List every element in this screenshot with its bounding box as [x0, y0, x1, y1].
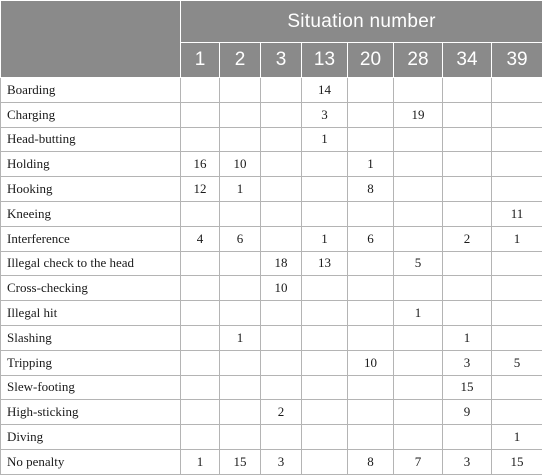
count-cell: 7	[394, 449, 443, 474]
count-cell	[220, 276, 261, 301]
count-cell	[348, 375, 394, 400]
header-group-row	[1, 1, 542, 43]
count-cell	[261, 102, 302, 127]
count-cell	[261, 301, 302, 326]
count-cell	[302, 350, 348, 375]
count-cell	[492, 325, 542, 350]
header-corner-cell	[1, 1, 181, 78]
count-cell	[302, 425, 348, 450]
count-cell	[492, 400, 542, 425]
penalty-label: No penalty	[1, 449, 181, 474]
count-cell: 18	[261, 251, 302, 276]
count-cell	[181, 375, 220, 400]
penalty-label: Holding	[1, 152, 181, 177]
situation-number-cell: 1	[181, 43, 220, 78]
count-cell	[181, 350, 220, 375]
count-cell: 3	[443, 449, 492, 474]
count-cell	[394, 152, 443, 177]
table-row	[1, 449, 542, 474]
count-cell	[492, 301, 542, 326]
count-cell	[492, 251, 542, 276]
table-row	[1, 127, 542, 152]
count-cell	[443, 177, 492, 202]
count-cell	[394, 177, 443, 202]
table-row	[1, 350, 542, 375]
count-cell: 2	[261, 400, 302, 425]
situation-number-cell: 39	[492, 43, 542, 78]
count-cell: 6	[348, 226, 394, 251]
count-cell: 1	[302, 226, 348, 251]
count-cell	[181, 400, 220, 425]
count-cell	[302, 449, 348, 474]
count-cell	[181, 78, 220, 103]
count-cell	[261, 152, 302, 177]
table-row	[1, 425, 542, 450]
count-cell	[348, 127, 394, 152]
count-cell	[302, 301, 348, 326]
penalty-label: Slew-footing	[1, 375, 181, 400]
count-cell	[302, 375, 348, 400]
situation-number-cell: 13	[302, 43, 348, 78]
count-cell	[220, 201, 261, 226]
count-cell	[492, 276, 542, 301]
count-cell: 10	[220, 152, 261, 177]
count-cell	[492, 127, 542, 152]
count-cell: 12	[181, 177, 220, 202]
count-cell: 1	[348, 152, 394, 177]
count-cell: 1	[394, 301, 443, 326]
count-cell	[181, 276, 220, 301]
count-cell	[394, 325, 443, 350]
count-cell	[261, 127, 302, 152]
count-cell	[394, 425, 443, 450]
count-cell	[181, 251, 220, 276]
count-cell	[261, 78, 302, 103]
count-cell	[181, 325, 220, 350]
count-cell	[220, 425, 261, 450]
count-cell: 2	[443, 226, 492, 251]
count-cell	[443, 301, 492, 326]
penalty-label: Tripping	[1, 350, 181, 375]
situation-number-header: Situation number	[181, 1, 542, 43]
count-cell	[443, 127, 492, 152]
count-cell	[443, 102, 492, 127]
count-cell	[181, 425, 220, 450]
count-cell: 4	[181, 226, 220, 251]
count-cell	[348, 276, 394, 301]
count-cell	[394, 400, 443, 425]
count-cell	[181, 201, 220, 226]
count-cell	[348, 78, 394, 103]
table-row	[1, 201, 542, 226]
count-cell	[348, 425, 394, 450]
count-cell	[492, 102, 542, 127]
count-cell: 1	[220, 325, 261, 350]
count-cell	[492, 152, 542, 177]
table-row	[1, 325, 542, 350]
count-cell: 1	[492, 226, 542, 251]
count-cell	[220, 78, 261, 103]
count-cell	[220, 350, 261, 375]
count-cell	[302, 276, 348, 301]
count-cell: 16	[181, 152, 220, 177]
count-cell	[261, 350, 302, 375]
count-cell	[181, 102, 220, 127]
count-cell	[492, 78, 542, 103]
count-cell: 3	[443, 350, 492, 375]
count-cell	[394, 78, 443, 103]
count-cell: 8	[348, 449, 394, 474]
count-cell	[261, 325, 302, 350]
count-cell	[261, 201, 302, 226]
count-cell	[181, 301, 220, 326]
count-cell: 3	[261, 449, 302, 474]
count-cell: 15	[220, 449, 261, 474]
table-row	[1, 177, 542, 202]
count-cell	[348, 102, 394, 127]
count-cell	[394, 375, 443, 400]
situation-number-cell: 20	[348, 43, 394, 78]
count-cell	[302, 177, 348, 202]
table-row	[1, 375, 542, 400]
count-cell	[261, 226, 302, 251]
count-cell: 1	[302, 127, 348, 152]
count-cell	[302, 400, 348, 425]
count-cell: 11	[492, 201, 542, 226]
count-cell: 10	[348, 350, 394, 375]
count-cell	[348, 400, 394, 425]
count-cell	[394, 127, 443, 152]
penalty-label: Interference	[1, 226, 181, 251]
count-cell	[492, 177, 542, 202]
table-body	[1, 78, 542, 475]
table-row	[1, 102, 542, 127]
count-cell: 1	[443, 325, 492, 350]
penalty-label: Kneeing	[1, 201, 181, 226]
count-cell: 5	[492, 350, 542, 375]
count-cell: 19	[394, 102, 443, 127]
count-cell	[394, 276, 443, 301]
count-cell	[492, 375, 542, 400]
table-row	[1, 226, 542, 251]
penalty-label: Illegal hit	[1, 301, 181, 326]
count-cell	[394, 226, 443, 251]
count-cell: 9	[443, 400, 492, 425]
count-cell: 14	[302, 78, 348, 103]
count-cell: 3	[302, 102, 348, 127]
penalty-label: Illegal check to the head	[1, 251, 181, 276]
count-cell	[181, 127, 220, 152]
count-cell	[443, 201, 492, 226]
count-cell	[443, 425, 492, 450]
penalty-label: Cross-checking	[1, 276, 181, 301]
count-cell: 15	[443, 375, 492, 400]
count-cell	[261, 375, 302, 400]
count-cell: 8	[348, 177, 394, 202]
count-cell	[443, 251, 492, 276]
penalty-label: Charging	[1, 102, 181, 127]
count-cell	[220, 102, 261, 127]
count-cell: 13	[302, 251, 348, 276]
count-cell: 1	[220, 177, 261, 202]
count-cell	[348, 251, 394, 276]
table-row	[1, 78, 542, 103]
penalty-label: High-sticking	[1, 400, 181, 425]
count-cell	[261, 425, 302, 450]
table-row	[1, 276, 542, 301]
count-cell	[220, 375, 261, 400]
penalty-label: Head-butting	[1, 127, 181, 152]
situation-number-cell: 28	[394, 43, 443, 78]
count-cell: 1	[181, 449, 220, 474]
penalty-label: Diving	[1, 425, 181, 450]
situation-number-cell: 2	[220, 43, 261, 78]
penalty-label: Hooking	[1, 177, 181, 202]
penalty-label: Boarding	[1, 78, 181, 103]
situation-number-cell: 3	[261, 43, 302, 78]
count-cell: 6	[220, 226, 261, 251]
count-cell	[261, 177, 302, 202]
table-row	[1, 400, 542, 425]
table-row	[1, 301, 542, 326]
situation-number-cell: 34	[443, 43, 492, 78]
penalty-label: Slashing	[1, 325, 181, 350]
table-row	[1, 152, 542, 177]
count-cell: 15	[492, 449, 542, 474]
count-cell: 10	[261, 276, 302, 301]
count-cell	[302, 325, 348, 350]
count-cell	[220, 251, 261, 276]
count-cell	[443, 276, 492, 301]
count-cell	[443, 152, 492, 177]
count-cell	[394, 201, 443, 226]
count-cell	[302, 152, 348, 177]
count-cell: 1	[492, 425, 542, 450]
count-cell	[348, 325, 394, 350]
count-cell	[348, 301, 394, 326]
count-cell	[348, 201, 394, 226]
count-cell	[302, 201, 348, 226]
count-cell	[220, 127, 261, 152]
count-cell	[220, 400, 261, 425]
count-cell	[443, 78, 492, 103]
count-cell: 5	[394, 251, 443, 276]
table-row	[1, 251, 542, 276]
count-cell	[220, 301, 261, 326]
count-cell	[394, 350, 443, 375]
